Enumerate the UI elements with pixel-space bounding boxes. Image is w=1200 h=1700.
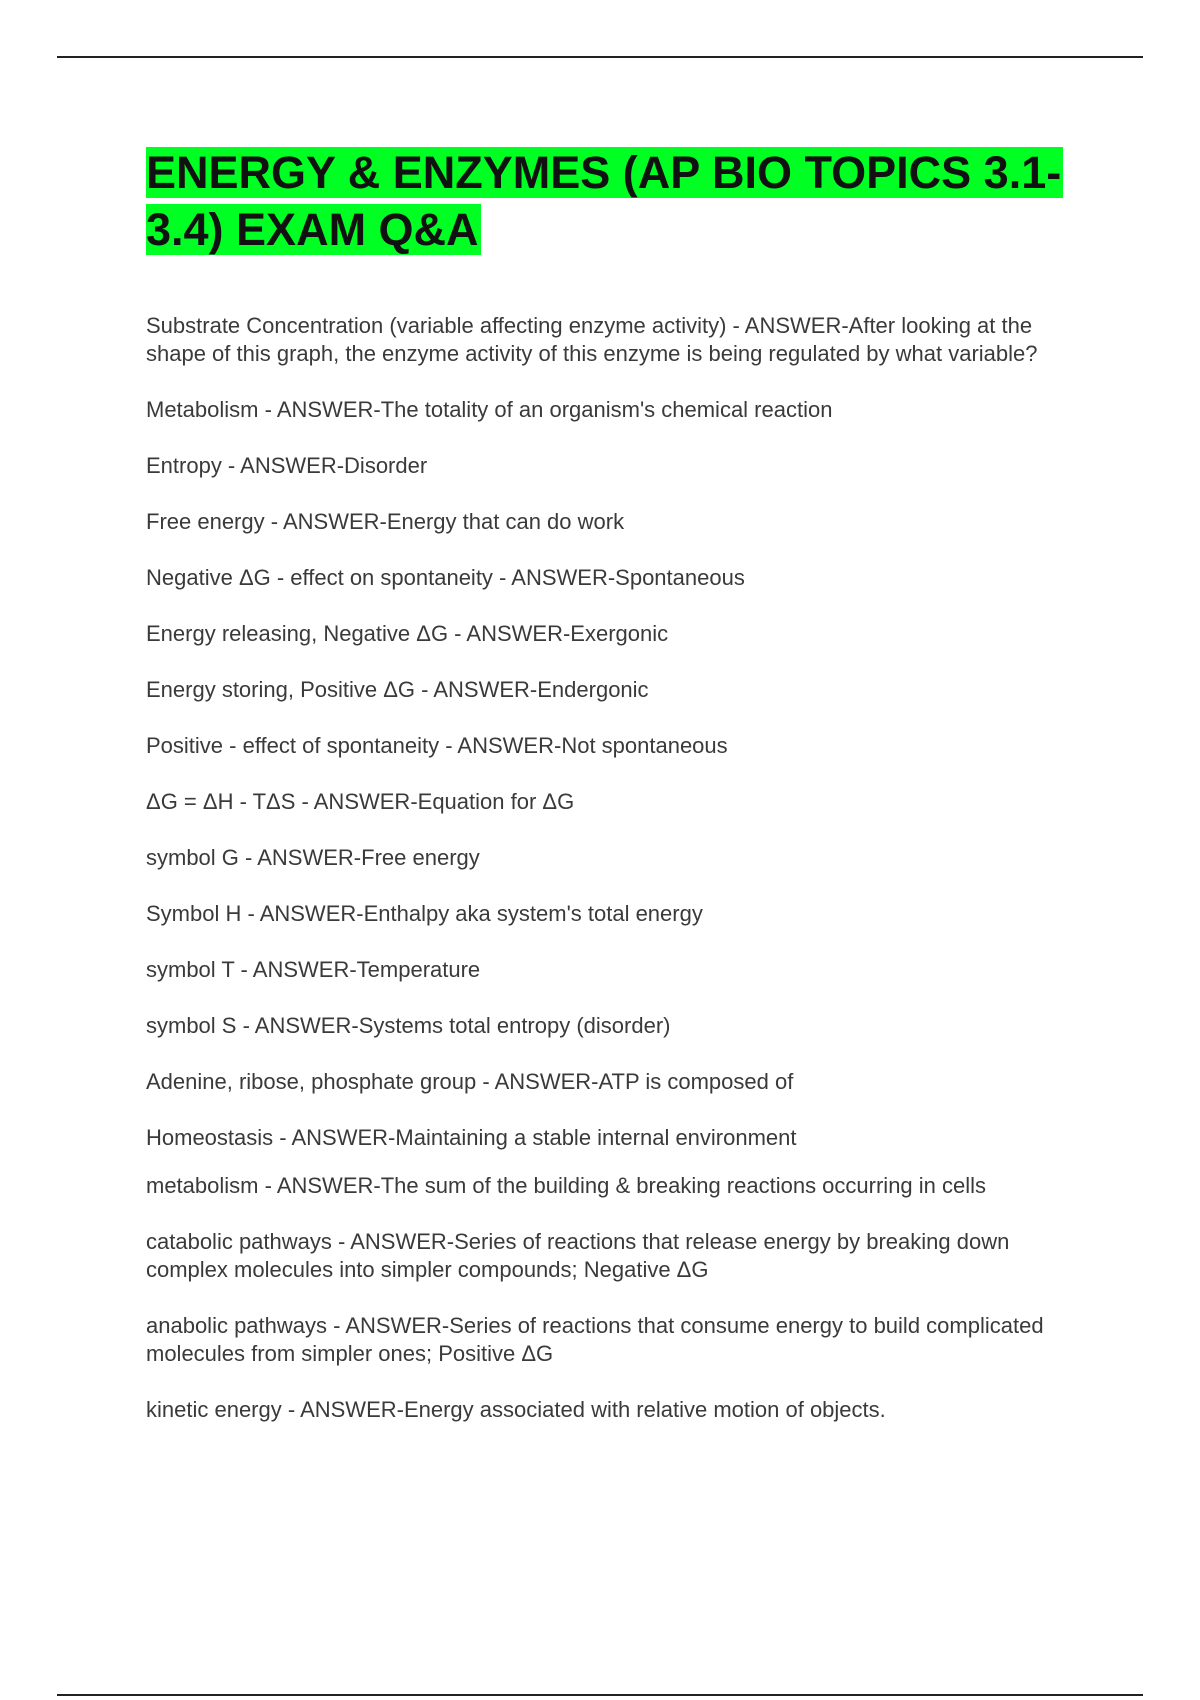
title-highlight: ENERGY & ENZYMES (AP BIO TOPICS 3.1-3.4) EXAM Q&A bbox=[146, 147, 1062, 255]
qa-item: symbol G - ANSWER-Free energy bbox=[146, 845, 480, 870]
qa-item: kinetic energy - ANSWER-Energy associated with relative motion of objects. bbox=[146, 1397, 886, 1422]
qa-item: symbol T - ANSWER-Temperature bbox=[146, 957, 481, 982]
qa-item: Adenine, ribose, phosphate group - ANSWER-ATP is composed of bbox=[146, 1069, 794, 1094]
qa-list bbox=[146, 312, 1066, 1452]
qa-item: Positive - effect of spontaneity - ANSWER-Not spontaneous bbox=[146, 733, 728, 758]
qa-item: Negative ΔG - effect on spontaneity - ANSWER-Spontaneous bbox=[146, 565, 745, 590]
qa-item: symbol S - ANSWER-Systems total entropy (disorder) bbox=[146, 1013, 671, 1038]
qa-item: Substrate Concentration (variable affecting enzyme activity) - ANSWER-After looking at the shape of this graph, the enzyme activity of this enzyme is being regulated by what variable? bbox=[146, 313, 1038, 366]
qa-item: Metabolism - ANSWER-The totality of an organism's chemical reaction bbox=[146, 397, 833, 422]
qa-item: Energy releasing, Negative ΔG - ANSWER-Exergonic bbox=[146, 621, 669, 646]
qa-item: Homeostasis - ANSWER-Maintaining a stable internal environment bbox=[146, 1125, 797, 1150]
qa-item: anabolic pathways - ANSWER-Series of reactions that consume energy to build complicated molecules from simpler ones; Positive ΔG bbox=[146, 1313, 1044, 1366]
qa-item: Symbol H - ANSWER-Enthalpy aka system's total energy bbox=[146, 901, 703, 926]
qa-item: Entropy - ANSWER-Disorder bbox=[146, 453, 428, 478]
qa-item: Energy storing, Positive ΔG - ANSWER-Endergonic bbox=[146, 677, 649, 702]
qa-item: metabolism - ANSWER-The sum of the building & breaking reactions occurring in cells bbox=[146, 1173, 987, 1198]
qa-item: catabolic pathways - ANSWER-Series of reactions that release energy by breaking down complex molecules into simpler compounds; Negative ΔG bbox=[146, 1229, 1010, 1282]
header-divider bbox=[57, 56, 1143, 58]
page-title bbox=[146, 144, 1066, 258]
footer-divider bbox=[57, 1694, 1143, 1696]
qa-item: ΔG = ΔH - TΔS - ANSWER-Equation for ΔG bbox=[146, 789, 575, 814]
qa-item: Free energy - ANSWER-Energy that can do work bbox=[146, 509, 625, 534]
